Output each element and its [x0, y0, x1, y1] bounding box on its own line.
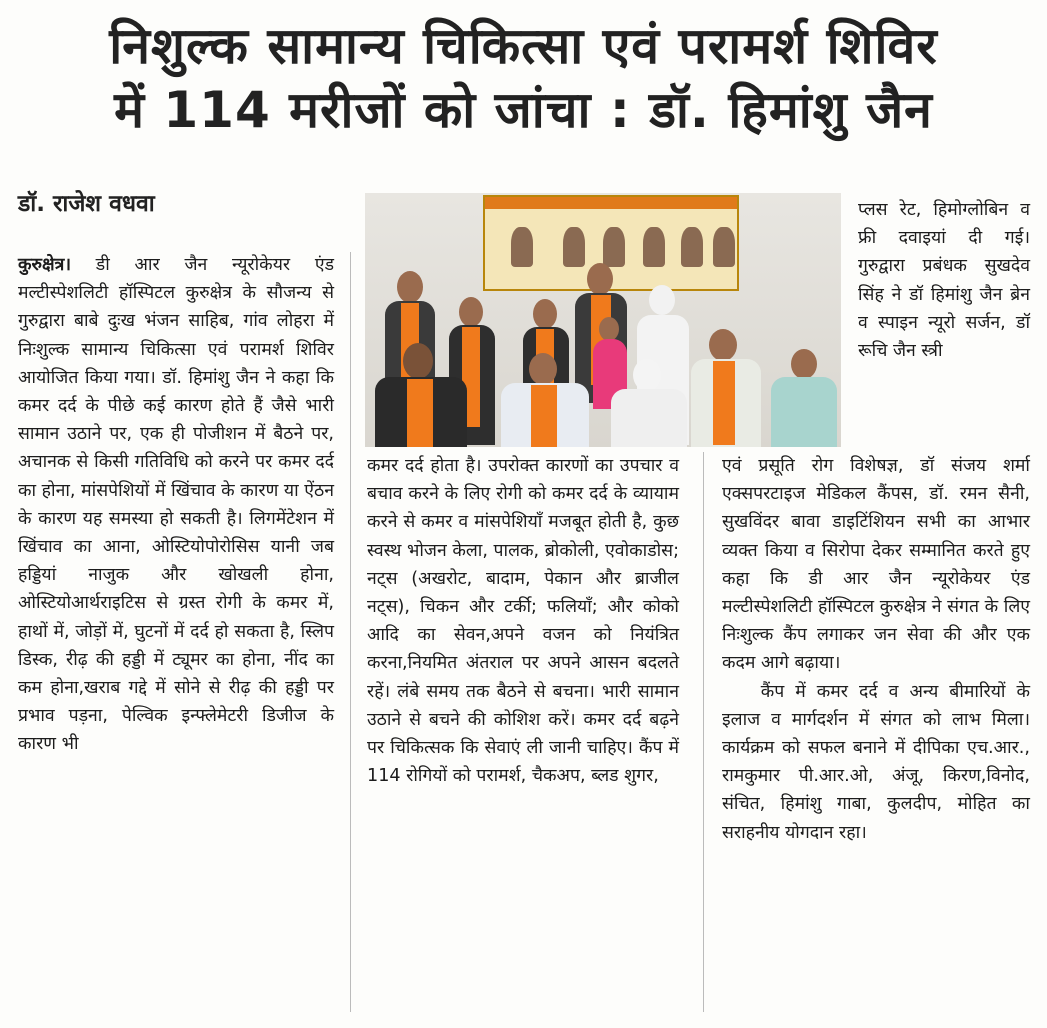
banner-portrait [643, 227, 665, 267]
headline-line-2: में 114 मरीजों को जांचा : डॉ. हिमांशु जैन [114, 81, 933, 139]
banner-portrait [563, 227, 585, 267]
column-1-text: डी आर जैन न्यूरोकेयर एंड मल्टीस्पेशलिटी हॉस्पिटल कुरुक्षेत्र के सौजन्य से गुरुद्वारा बाबे दुःख भंजन साहिब, गांव लोहरा में निःशुल्क सामान्य चिकित्सा एवं परामर्श शिविर आयोजित किया गया। डॉ. हिमांशु जैन ने कहा कि कमर दर्द के पीछे कई कारण होते हैं जैसे भारी सामान उठाने पर, एक ही पोजीशन में बैठने पर, अचानक से किसी गतिविधि को करने पर कमर दर्द का होना, मांसपेशियों में खिंचाव के कारण या ऐंठन के कारण यह समस्या हो सकती है। लिगमेंटेशन में खिंचाव का आना, ओस्टियोपोरोसिस यानी जब हड्डियां नाजुक और खोखली होना, ओस्टियोआर्थराइटिस से ग्रस्त रोगी के कमर में, हाथों में, जोड़ों में, घुटनों में दर्द हो सकता है, स्लिप डिस्क, रीढ़ की हड्डी में ट्यूमर का होना, नींद का कम होना,खराब गद्दे में सोने से रीढ़ की हड्डी पर प्रभाव पड़ना, पेल्विक इन्फ्लेमेटरी डिजीज के कारण भी [18, 255, 334, 755]
column-3-text: एवं प्रसूति रोग विशेषज्ञ, डॉ संजय शर्मा एक्सपरटाइज मेडिकल कैंपस, डॉ. रमन सैनी, सुखविंदर बावा डाइटिंशियन सभी का आभार व्यक्त किया व सिरोपा देकर सम्मानित करते हुए कहा कि डी आर जैन न्यूरोकेयर एंड मल्टीस्पेशलिटी हॉस्पिटल कुरुक्षेत्र ने संगत के लिए निःशुल्क कैंप लगाकर जन सेवा की और एक कदम आगे बढ़ाया। [722, 456, 1030, 674]
column-3-paragraph-2: कैंप में कमर दर्द व अन्य बीमारियों के इलाज व मार्गदर्शन में संगत को लाभ मिला। कार्यक्रम को सफल बनाने में दीपिका एच.आर., रामकुमार पी.आर.ओ, अंजू, किरण,विनोद, संचित, हिमांशु गाबा, कुलदीप, मोहित का सराहनीय योगदान रहा। [722, 681, 1030, 843]
headline-line-1: निशुल्क सामान्य चिकित्सा एवं परामर्श शिविर [109, 17, 938, 75]
byline: डॉ. राजेश वधवा [18, 191, 155, 217]
banner-portrait [713, 227, 735, 267]
article-column-1 [18, 251, 334, 759]
article-column-3 [722, 452, 1030, 847]
column-divider-2 [703, 452, 704, 1012]
column-divider-1 [350, 252, 351, 1012]
article-paragraph-1 [18, 251, 334, 759]
banner-portrait [681, 227, 703, 267]
banner-stripe [485, 197, 737, 209]
banner-portrait [511, 227, 533, 267]
headline [0, 14, 1047, 142]
column-3-top-text: प्लस रेट, हिमोग्लोबिन व फ्री दवाइयां दी गई। गुरुद्वारा प्रबंधक सुखदेव सिंह ने डॉ हिमांशु जैन ब्रेन व स्पाइन न्यूरो सर्जन, डॉ रूचि जैन स्त्री [858, 200, 1030, 362]
article-column-3-top [858, 196, 1030, 365]
article-column-2 [367, 452, 679, 790]
news-photo [365, 193, 841, 447]
column-2-text: कमर दर्द होता है। उपरोक्त कारणों का उपचार व बचाव करने के लिए रोगी को कमर दर्द के व्यायाम करने से कमर व मांसपेशियाँ मजबूत होती है, कुछ स्वस्थ भोजन केला, पालक, ब्रोकोली, एवोकाडोस; नट्स (अखरोट, बादाम, पेकान और ब्राजील नट्स), चिकन और टर्की; फलियाँ; और कोको आदि का सेवन,अपने वजन को नियंत्रित करना,नियमित अंतराल पर अपने आसन बदलते रहें। लंबे समय तक बैठने से बचना। भारी सामान उठाने से बचने की कोशिश करें। कमर दर्द बढ़ने पर चिकित्सक कि सेवाएं ली जानी चाहिए। कैंप में 114 रोगियों को परामर्श, चैकअप, ब्लड शुगर, [367, 456, 679, 787]
banner-portrait [603, 227, 625, 267]
dateline: कुरुक्षेत्र। [18, 255, 72, 275]
